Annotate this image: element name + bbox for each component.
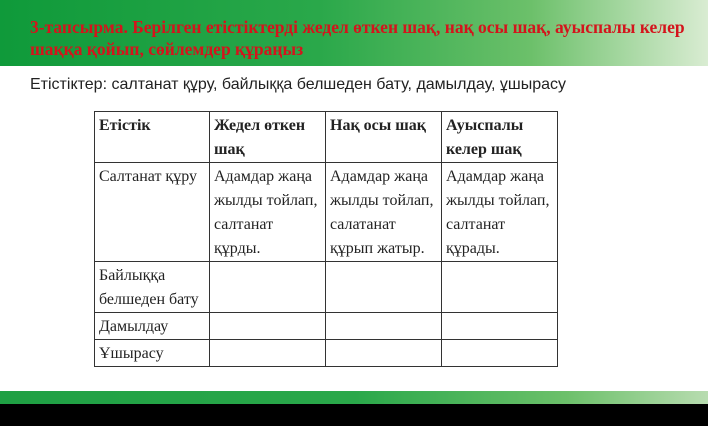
header-cell-past-tense: Жедел өткен шақ [210,112,326,163]
table-cell-empty[interactable] [442,262,558,313]
table-cell: Адамдар жаңа жылды тойлап, салатанат құрып жатыр. [326,163,442,262]
table-cell: Салтанат құру [95,163,210,262]
table-cell: Адамдар жаңа жылды тойлап, салтанат құрды. [210,163,326,262]
table-row [95,340,558,367]
header-cell-present-tense: Нақ осы шақ [326,112,442,163]
table-cell-empty[interactable] [210,313,326,340]
footer-band [0,391,708,404]
table-cell: Ұшырасу [95,340,210,367]
verb-tense-table [94,111,558,367]
table-row [95,262,558,313]
task-title: 3-тапсырма. Берілген етістіктерді жедел өткен шақ, нақ осы шақ, ауыспалы келер шаққа қойып, сөйлемдер құраңыз [30,17,685,59]
table-row [95,313,558,340]
table-cell-empty[interactable] [326,262,442,313]
table-cell-empty[interactable] [326,313,442,340]
table-cell-empty[interactable] [210,262,326,313]
table-cell-empty[interactable] [326,340,442,367]
table-cell: Дамылдау [95,313,210,340]
header-cell-future-tense: Ауыспалы келер шақ [442,112,558,163]
table-cell: Байлыққа белшеден бату [95,262,210,313]
table-cell: Адамдар жаңа жылды тойлап, салтанат құрады. [442,163,558,262]
header-cell-verb: Етістік [95,112,210,163]
table-header-row [95,112,558,163]
table-cell-empty[interactable] [442,340,558,367]
table-cell-empty[interactable] [210,340,326,367]
verbs-instruction: Етістіктер: салтанат құру, байлыққа белшеден бату, дамылдау, ұшырасу [30,76,566,93]
table-row [95,163,558,262]
table-cell-empty[interactable] [442,313,558,340]
